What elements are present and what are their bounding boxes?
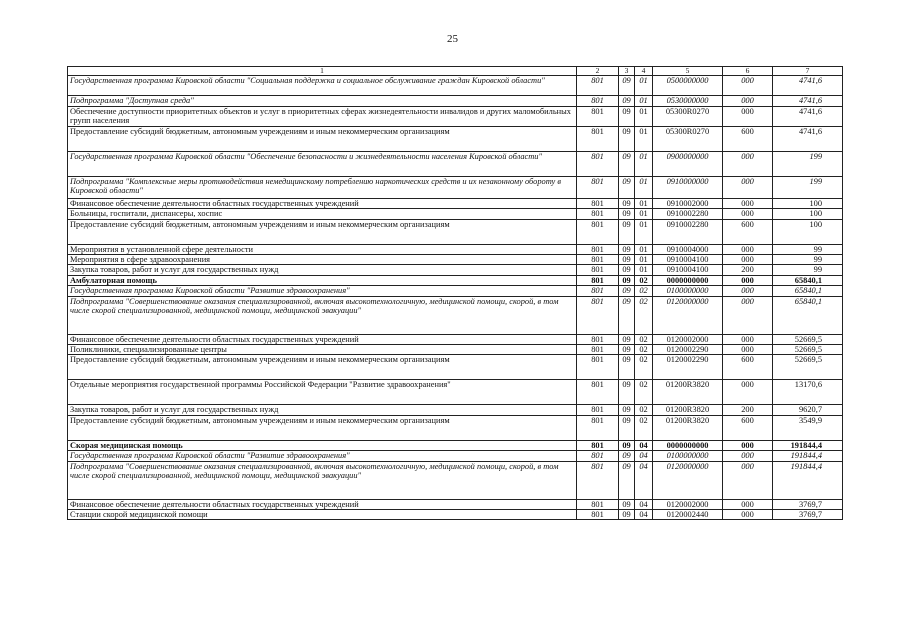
budget-table <box>67 66 843 520</box>
table-row <box>68 380 843 405</box>
row-expense-type-cell: 000 <box>723 286 773 296</box>
row-expense-type-cell: 000 <box>723 209 773 219</box>
row-expense-type-cell: 000 <box>723 440 773 450</box>
table-row <box>68 510 843 520</box>
table-row <box>68 76 843 96</box>
row-name-cell: Мероприятия в установленной сфере деятельности <box>68 244 577 254</box>
row-target-code-cell: 01200R3820 <box>653 380 723 405</box>
row-name-cell: Поликлиники, специализированные центры <box>68 345 577 355</box>
row-amount-cell: 100 <box>773 198 843 208</box>
table-row <box>68 126 843 151</box>
row-amount-cell: 4741,6 <box>773 76 843 96</box>
row-section-cell: 09 <box>619 198 635 208</box>
row-section-cell: 09 <box>619 461 635 499</box>
table-row <box>68 405 843 415</box>
row-subsection-cell: 02 <box>635 405 653 415</box>
row-name-cell: Предоставление субсидий бюджетным, автономным учреждениям и иным некоммерческим организациям <box>68 355 577 380</box>
row-amount-cell: 191844,4 <box>773 440 843 450</box>
header-cell: 5 <box>653 67 723 76</box>
row-amount-cell: 199 <box>773 176 843 198</box>
row-name-cell: Подпрограмма "Совершенствование оказания специализированной, включая высокотехнологичную, медицинской помощи, скорой, в том числе скорой специализированной, медицинской помощи, медицинской эвакуации" <box>68 296 577 334</box>
row-subsection-cell: 01 <box>635 244 653 254</box>
row-subsection-cell: 02 <box>635 355 653 380</box>
row-name-cell: Государственная программа Кировской области "Развитие здравоохранения" <box>68 286 577 296</box>
row-ved-code-cell: 801 <box>577 275 619 285</box>
row-expense-type-cell: 000 <box>723 76 773 96</box>
row-ved-code-cell: 801 <box>577 286 619 296</box>
row-amount-cell: 99 <box>773 265 843 275</box>
row-ved-code-cell: 801 <box>577 415 619 440</box>
row-amount-cell: 65840,1 <box>773 275 843 285</box>
row-section-cell: 09 <box>619 296 635 334</box>
table-row <box>68 345 843 355</box>
row-target-code-cell: 0120000000 <box>653 461 723 499</box>
table-row <box>68 451 843 461</box>
row-amount-cell: 199 <box>773 151 843 176</box>
table-row <box>68 440 843 450</box>
row-ved-code-cell: 801 <box>577 96 619 106</box>
page-number: 25 <box>447 33 458 45</box>
row-amount-cell: 52669,5 <box>773 355 843 380</box>
row-name-cell: Закупка товаров, работ и услуг для государственных нужд <box>68 265 577 275</box>
row-ved-code-cell: 801 <box>577 219 619 244</box>
row-target-code-cell: 0910002000 <box>653 198 723 208</box>
row-ved-code-cell: 801 <box>577 440 619 450</box>
row-name-cell: Государственная программа Кировской области "Развитие здравоохранения" <box>68 451 577 461</box>
row-amount-cell: 9620,7 <box>773 405 843 415</box>
row-amount-cell: 99 <box>773 255 843 265</box>
header-cell: 1 <box>68 67 577 76</box>
row-amount-cell: 191844,4 <box>773 461 843 499</box>
row-amount-cell: 65840,1 <box>773 296 843 334</box>
row-section-cell: 09 <box>619 176 635 198</box>
row-ved-code-cell: 801 <box>577 296 619 334</box>
row-subsection-cell: 01 <box>635 209 653 219</box>
table-row <box>68 461 843 499</box>
row-subsection-cell: 04 <box>635 451 653 461</box>
row-subsection-cell: 02 <box>635 275 653 285</box>
row-ved-code-cell: 801 <box>577 380 619 405</box>
row-target-code-cell: 0000000000 <box>653 440 723 450</box>
row-subsection-cell: 01 <box>635 265 653 275</box>
row-section-cell: 09 <box>619 209 635 219</box>
row-subsection-cell: 04 <box>635 440 653 450</box>
row-name-cell: Подпрограмма "Совершенствование оказания специализированной, включая высокотехнологичную, медицинской помощи, скорой, в том числе скорой специализированной, медицинской помощи, медицинской эвакуации" <box>68 461 577 499</box>
row-name-cell: Предоставление субсидий бюджетным, автономным учреждениям и иным некоммерческим организациям <box>68 126 577 151</box>
row-section-cell: 09 <box>619 96 635 106</box>
row-target-code-cell: 0530000000 <box>653 96 723 106</box>
row-subsection-cell: 01 <box>635 198 653 208</box>
row-section-cell: 09 <box>619 286 635 296</box>
row-subsection-cell: 02 <box>635 334 653 344</box>
row-name-cell: Государственная программа Кировской области "Социальная поддержка и социальное обслуживание граждан Кировской области" <box>68 76 577 96</box>
row-ved-code-cell: 801 <box>577 244 619 254</box>
row-target-code-cell: 05300R0270 <box>653 126 723 151</box>
row-section-cell: 09 <box>619 334 635 344</box>
row-subsection-cell: 04 <box>635 461 653 499</box>
row-ved-code-cell: 801 <box>577 345 619 355</box>
table-row <box>68 244 843 254</box>
header-cell: 3 <box>619 67 635 76</box>
row-amount-cell: 65840,1 <box>773 286 843 296</box>
row-name-cell: Финансовое обеспечение деятельности областных государственных учреждений <box>68 499 577 509</box>
row-ved-code-cell: 801 <box>577 255 619 265</box>
row-subsection-cell: 04 <box>635 510 653 520</box>
row-ved-code-cell: 801 <box>577 106 619 126</box>
row-target-code-cell: 01200R3820 <box>653 415 723 440</box>
row-expense-type-cell: 000 <box>723 275 773 285</box>
row-target-code-cell: 0120002440 <box>653 510 723 520</box>
row-subsection-cell: 01 <box>635 76 653 96</box>
row-name-cell: Больницы, госпитали, диспансеры, хоспис <box>68 209 577 219</box>
row-ved-code-cell: 801 <box>577 405 619 415</box>
row-expense-type-cell: 600 <box>723 355 773 380</box>
row-amount-cell: 100 <box>773 219 843 244</box>
table-row <box>68 265 843 275</box>
table-row <box>68 96 843 106</box>
row-subsection-cell: 04 <box>635 499 653 509</box>
row-target-code-cell: 0910002280 <box>653 219 723 244</box>
row-subsection-cell: 02 <box>635 345 653 355</box>
row-target-code-cell: 0910000000 <box>653 176 723 198</box>
row-ved-code-cell: 801 <box>577 76 619 96</box>
row-name-cell: Предоставление субсидий бюджетным, автономным учреждениям и иным некоммерческим организациям <box>68 219 577 244</box>
row-target-code-cell: 01200R3820 <box>653 405 723 415</box>
row-amount-cell: 4741,6 <box>773 126 843 151</box>
table-row <box>68 151 843 176</box>
row-section-cell: 09 <box>619 415 635 440</box>
table-row <box>68 176 843 198</box>
row-ved-code-cell: 801 <box>577 451 619 461</box>
row-section-cell: 09 <box>619 440 635 450</box>
row-expense-type-cell: 200 <box>723 405 773 415</box>
row-name-cell: Подпрограмма "Комплексные меры противодействия немедицинскому потреблению наркотических средств и их незаконному обороту в Кировской области" <box>68 176 577 198</box>
row-section-cell: 09 <box>619 219 635 244</box>
row-expense-type-cell: 200 <box>723 265 773 275</box>
row-name-cell: Скорая медицинская помощь <box>68 440 577 450</box>
row-subsection-cell: 01 <box>635 126 653 151</box>
row-section-cell: 09 <box>619 265 635 275</box>
row-name-cell: Подпрограмма "Доступная среда" <box>68 96 577 106</box>
row-target-code-cell: 0500000000 <box>653 76 723 96</box>
row-ved-code-cell: 801 <box>577 198 619 208</box>
row-amount-cell: 191844,4 <box>773 451 843 461</box>
header-cell: 4 <box>635 67 653 76</box>
row-name-cell: Амбулаторная помощь <box>68 275 577 285</box>
row-expense-type-cell: 000 <box>723 461 773 499</box>
row-name-cell: Государственная программа Кировской области "Обеспечение безопасности и жизнедеятельности населения Кировской области" <box>68 151 577 176</box>
row-ved-code-cell: 801 <box>577 126 619 151</box>
row-section-cell: 09 <box>619 106 635 126</box>
row-target-code-cell: 0910004100 <box>653 255 723 265</box>
row-target-code-cell: 0100000000 <box>653 451 723 461</box>
row-expense-type-cell: 000 <box>723 380 773 405</box>
table-row <box>68 209 843 219</box>
row-section-cell: 09 <box>619 355 635 380</box>
row-expense-type-cell: 600 <box>723 126 773 151</box>
row-target-code-cell: 0910002280 <box>653 209 723 219</box>
row-ved-code-cell: 801 <box>577 334 619 344</box>
table-row <box>68 499 843 509</box>
row-subsection-cell: 01 <box>635 219 653 244</box>
row-ved-code-cell: 801 <box>577 176 619 198</box>
row-name-cell: Закупка товаров, работ и услуг для государственных нужд <box>68 405 577 415</box>
row-name-cell: Предоставление субсидий бюджетным, автономным учреждениям и иным некоммерческим организациям <box>68 415 577 440</box>
row-amount-cell: 99 <box>773 244 843 254</box>
row-section-cell: 09 <box>619 151 635 176</box>
row-expense-type-cell: 000 <box>723 151 773 176</box>
row-ved-code-cell: 801 <box>577 510 619 520</box>
row-amount-cell: 13170,6 <box>773 380 843 405</box>
table-row <box>68 415 843 440</box>
row-expense-type-cell: 000 <box>723 176 773 198</box>
row-ved-code-cell: 801 <box>577 151 619 176</box>
table-row <box>68 219 843 244</box>
row-amount-cell: 52669,5 <box>773 334 843 344</box>
row-name-cell: Станции скорой медицинской помощи <box>68 510 577 520</box>
row-amount-cell: 4741,6 <box>773 106 843 126</box>
row-expense-type-cell: 000 <box>723 510 773 520</box>
table-row <box>68 198 843 208</box>
row-ved-code-cell: 801 <box>577 461 619 499</box>
row-ved-code-cell: 801 <box>577 265 619 275</box>
row-expense-type-cell: 600 <box>723 415 773 440</box>
table-row <box>68 275 843 285</box>
header-cell: 7 <box>773 67 843 76</box>
row-expense-type-cell: 000 <box>723 451 773 461</box>
row-ved-code-cell: 801 <box>577 209 619 219</box>
row-target-code-cell: 0120002290 <box>653 355 723 380</box>
row-section-cell: 09 <box>619 275 635 285</box>
row-ved-code-cell: 801 <box>577 499 619 509</box>
row-amount-cell: 3769,7 <box>773 499 843 509</box>
table-header-row <box>68 67 843 76</box>
row-amount-cell: 52669,5 <box>773 345 843 355</box>
row-expense-type-cell: 000 <box>723 296 773 334</box>
row-name-cell: Отдельные мероприятия государственной программы Российской Федерации "Развитие здравоохранения" <box>68 380 577 405</box>
row-expense-type-cell: 000 <box>723 255 773 265</box>
row-target-code-cell: 0120002290 <box>653 345 723 355</box>
row-name-cell: Финансовое обеспечение деятельности областных государственных учреждений <box>68 198 577 208</box>
row-name-cell: Финансовое обеспечение деятельности областных государственных учреждений <box>68 334 577 344</box>
table-row <box>68 355 843 380</box>
row-section-cell: 09 <box>619 126 635 151</box>
table-row <box>68 296 843 334</box>
row-subsection-cell: 01 <box>635 106 653 126</box>
row-expense-type-cell: 600 <box>723 219 773 244</box>
row-target-code-cell: 0120002000 <box>653 499 723 509</box>
row-target-code-cell: 0910004000 <box>653 244 723 254</box>
row-section-cell: 09 <box>619 76 635 96</box>
row-subsection-cell: 01 <box>635 255 653 265</box>
row-expense-type-cell: 000 <box>723 345 773 355</box>
table-row <box>68 255 843 265</box>
row-subsection-cell: 02 <box>635 415 653 440</box>
row-target-code-cell: 0000000000 <box>653 275 723 285</box>
row-expense-type-cell: 000 <box>723 106 773 126</box>
row-section-cell: 09 <box>619 510 635 520</box>
row-subsection-cell: 02 <box>635 380 653 405</box>
row-target-code-cell: 0120002000 <box>653 334 723 344</box>
row-section-cell: 09 <box>619 255 635 265</box>
row-target-code-cell: 0100000000 <box>653 286 723 296</box>
row-ved-code-cell: 801 <box>577 355 619 380</box>
row-amount-cell: 4741,6 <box>773 96 843 106</box>
row-name-cell: Мероприятия в сфере здравоохранения <box>68 255 577 265</box>
row-section-cell: 09 <box>619 380 635 405</box>
table-row <box>68 334 843 344</box>
row-section-cell: 09 <box>619 405 635 415</box>
row-amount-cell: 3769,7 <box>773 510 843 520</box>
row-subsection-cell: 01 <box>635 151 653 176</box>
table-row <box>68 286 843 296</box>
row-expense-type-cell: 000 <box>723 499 773 509</box>
row-expense-type-cell: 000 <box>723 198 773 208</box>
header-cell: 6 <box>723 67 773 76</box>
row-amount-cell: 3549,9 <box>773 415 843 440</box>
row-name-cell: Обеспечение доступности приоритетных объектов и услуг в приоритетных сферах жизнедеятельности инвалидов и других маломобильных групп населения <box>68 106 577 126</box>
row-subsection-cell: 01 <box>635 96 653 106</box>
header-cell: 2 <box>577 67 619 76</box>
row-expense-type-cell: 000 <box>723 96 773 106</box>
row-amount-cell: 100 <box>773 209 843 219</box>
row-section-cell: 09 <box>619 345 635 355</box>
row-subsection-cell: 01 <box>635 176 653 198</box>
row-expense-type-cell: 000 <box>723 334 773 344</box>
row-section-cell: 09 <box>619 499 635 509</box>
row-target-code-cell: 0120000000 <box>653 296 723 334</box>
row-section-cell: 09 <box>619 244 635 254</box>
row-subsection-cell: 02 <box>635 296 653 334</box>
row-target-code-cell: 0900000000 <box>653 151 723 176</box>
row-expense-type-cell: 000 <box>723 244 773 254</box>
row-target-code-cell: 0910004100 <box>653 265 723 275</box>
table-row <box>68 106 843 126</box>
row-subsection-cell: 02 <box>635 286 653 296</box>
row-section-cell: 09 <box>619 451 635 461</box>
row-target-code-cell: 05300R0270 <box>653 106 723 126</box>
